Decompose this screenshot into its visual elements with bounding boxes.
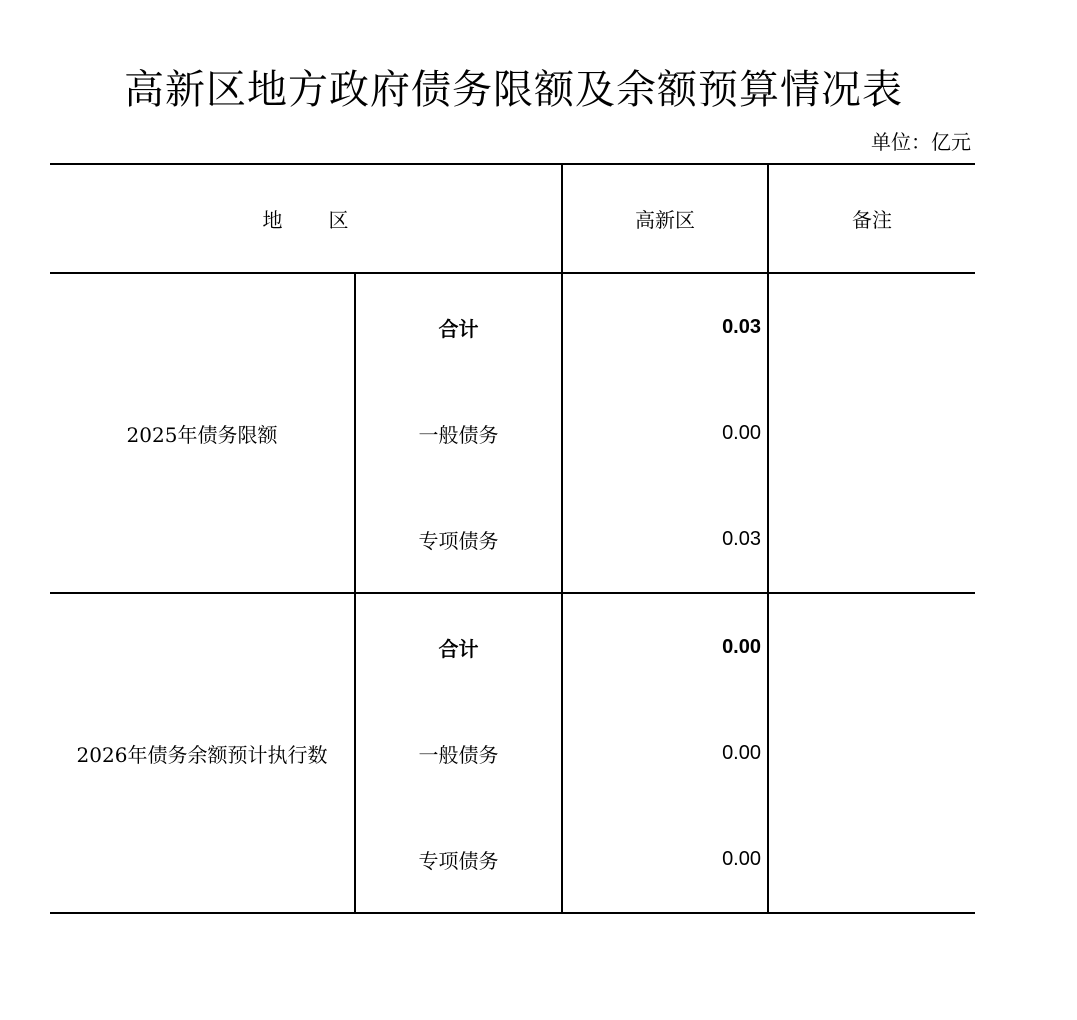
row-note bbox=[768, 806, 975, 913]
row-value: 0.00 bbox=[562, 593, 768, 700]
row-note bbox=[768, 593, 975, 700]
group-label: 2025年债务限额 bbox=[50, 273, 355, 593]
row-name: 合计 bbox=[355, 273, 562, 380]
row-note bbox=[768, 700, 975, 806]
row-value: 0.03 bbox=[562, 273, 768, 380]
row-value: 0.00 bbox=[562, 700, 768, 806]
header-region bbox=[50, 164, 562, 273]
header-note: 备注 bbox=[768, 164, 975, 273]
row-value: 0.00 bbox=[562, 380, 768, 486]
row-note bbox=[768, 486, 975, 593]
table-row bbox=[50, 273, 975, 380]
row-name: 合计 bbox=[355, 593, 562, 700]
row-note bbox=[768, 273, 975, 380]
row-value: 0.00 bbox=[562, 806, 768, 913]
header-region-b: 区 bbox=[328, 208, 349, 232]
row-name: 一般债务 bbox=[355, 380, 562, 486]
debt-table bbox=[50, 163, 975, 914]
row-note bbox=[768, 380, 975, 486]
unit-label: 单位：亿元 bbox=[871, 130, 971, 154]
row-name: 专项债务 bbox=[355, 486, 562, 593]
row-name: 一般债务 bbox=[355, 700, 562, 806]
group-label: 2026年债务余额预计执行数 bbox=[50, 593, 355, 913]
page-title: 高新区地方政府债务限额及余额预算情况表 bbox=[124, 67, 903, 113]
table-header-row bbox=[50, 164, 975, 273]
header-area: 高新区 bbox=[562, 164, 768, 273]
row-name: 专项债务 bbox=[355, 806, 562, 913]
header-region-a: 地 bbox=[262, 208, 283, 232]
table-row bbox=[50, 593, 975, 700]
row-value: 0.03 bbox=[562, 486, 768, 593]
